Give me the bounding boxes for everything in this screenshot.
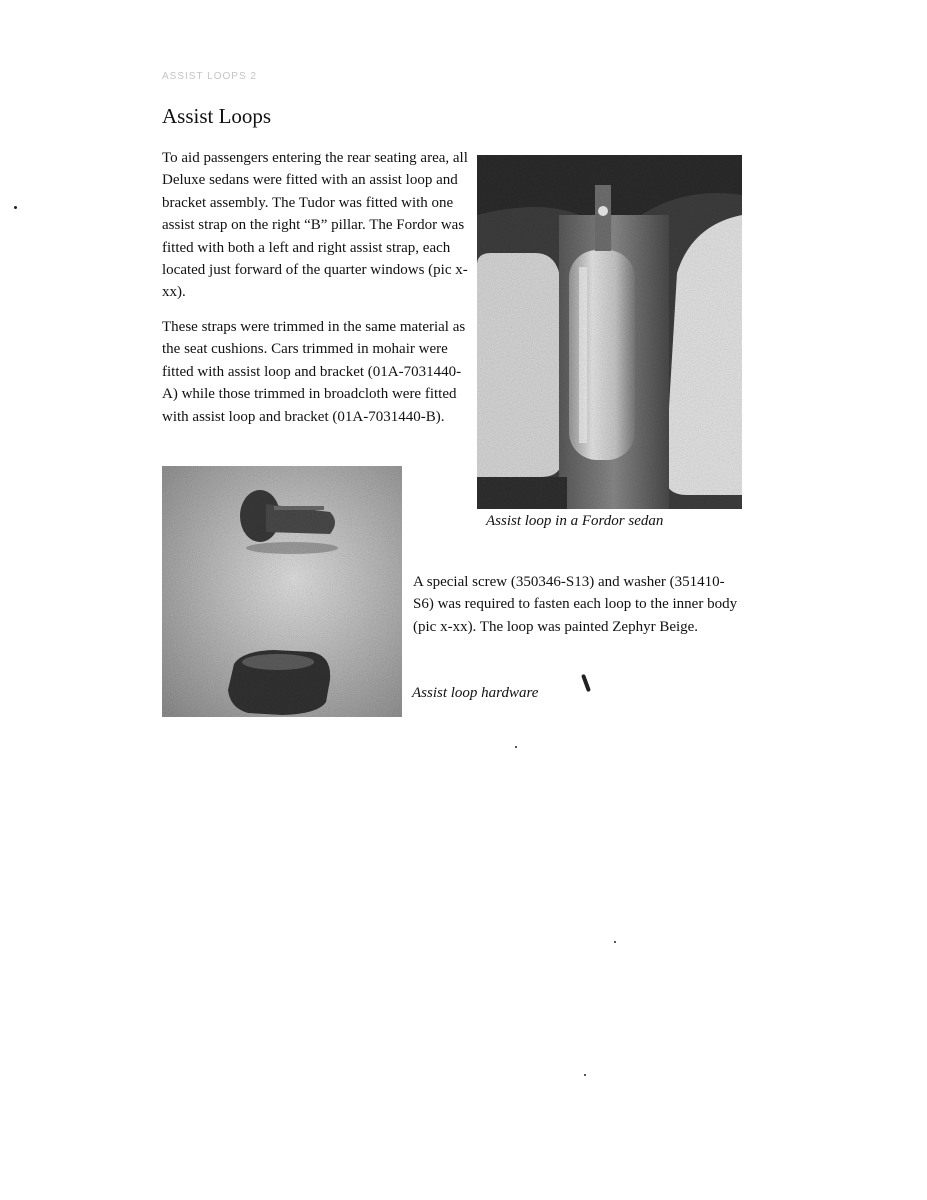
running-header: ASSIST LOOPS 2 — [162, 71, 257, 82]
caption-assist-loop-hardware: Assist loop hardware — [412, 685, 539, 701]
body-paragraph-3: A special screw (350346-S13) and washer (351410-S6) was required to fasten each loop to the inner body (pic x-xx). The loop was painted Zephyr Beige. — [413, 574, 738, 635]
scan-speck — [581, 674, 591, 692]
caption-assist-loop-fordor: Assist loop in a Fordor sedan — [486, 513, 664, 529]
body-paragraph-2: These straps were trimmed in the same material as the seat cushions. Cars trimmed in mohair were fitted with assist loop and bracket (01A-7031440-A) while those trimmed in broadcloth were fitted with assist loop and bracket (01A-7031440-B). — [162, 319, 466, 425]
scan-speck — [14, 206, 17, 209]
scan-speck — [614, 941, 616, 943]
body-paragraph-1: To aid passengers entering the rear seating area, all Deluxe sedans were fitted with an assist loop and bracket assembly. The Tudor was fitted with one assist strap on the right “B” pillar. The Fordor was fitted with both a left and right assist strap, each located just forward of the quarter windows (pic x-xx). — [162, 150, 468, 301]
photo-assist-loop-fordor — [477, 155, 742, 509]
scan-speck — [515, 746, 517, 748]
photo-assist-loop-hardware — [162, 466, 402, 717]
scan-speck — [584, 1074, 586, 1076]
page-title: Assist Loops — [162, 104, 272, 128]
